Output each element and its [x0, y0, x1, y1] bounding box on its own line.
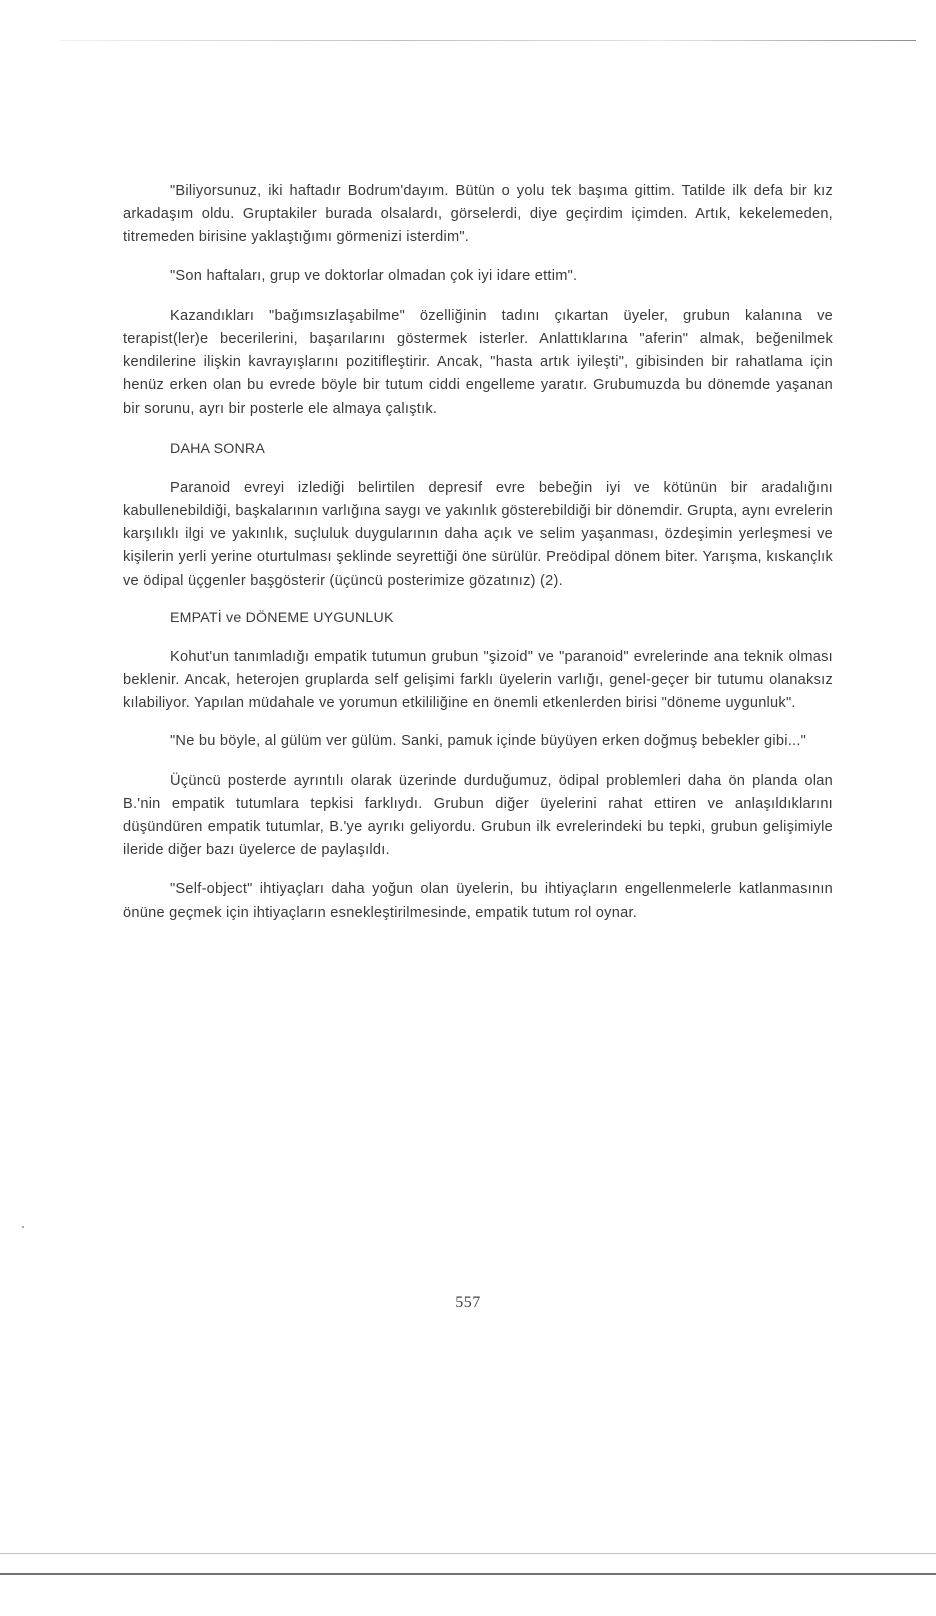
paragraph-self-object: "Self-object" ihtiyaçları daha yoğun olan üyelerin, bu ihtiyaçların engellenmelerle katlanmasının önüne geçmek için ihtiyaçların esnekleştirilmesinde, empatik tutum rol oynar. [123, 881, 833, 921]
paragraph-quote-last-weeks: "Son haftaları, grup ve doktorlar olmadan çok iyi idare ettim". [170, 267, 578, 284]
paragraph-quote-babies: "Ne bu böyle, al gülüm ver gülüm. Sanki, pamuk içinde büyüyen erken doğmuş bebekler gibi..." [170, 733, 807, 750]
scan-edge-top [60, 40, 916, 41]
scan-speck [22, 1226, 24, 1228]
paragraph-kohut: Kohut'un tanımladığı empatik tutumun grubun "şizoid" ve "paranoid" evrelerinde ana teknik olması beklenir. Ancak, heterojen gruplarda self gelişimi farklı üyelerin varlığı, genel-geçer bir tutumu olanaksız kılabiliyor. Yapılan müdahale ve yorumun etkililiğine en önemli etkenlerden birisi "döneme uygunluk". [123, 648, 833, 712]
paragraph-depressive-phase: Paranoid evreyi izlediği belirtilen depresif evre bebeğin iyi ve kötünün bir aradalığını kabullenebildiği, başkalarının varlığına saygı ve yakınlık gösterebildiği bir dönemdir. Grupta, aynı evrelerin karşılıklı ilgi ve yakınlık, suçluluk duygularının daha açık ve selim yaşanması, özdeşimin yerleşmesi ve kişilerin yerli yerine oturtulması şeklinde seyrettiği öne sürülür. Preödipal dönem biter. Yarışma, kıskançlık ve ödipal üçgenler başgösterir (üçüncü posterimize gözatınız) (2). [123, 479, 833, 589]
paragraph-quote-bodrum: "Biliyorsunuz, iki haftadır Bodrum'dayım. Bütün o yolu tek başıma gittim. Tatilde ilk defa bir kız arkadaşım oldu. Gruptakiler burada olsalardı, görselerdi, diye geçirdim içimden. Artık, kekelemeden, titremeden birisine yaklaştığımı görmenizi isterdim". [123, 183, 833, 246]
scan-edge-bottom [0, 1553, 936, 1554]
section-heading-empathy: EMPATİ ve DÖNEME UYGUNLUK [170, 609, 394, 626]
paragraph-independence: Kazandıkları "bağımsızlaşabilme" özelliğinin tadını çıkartan üyeler, grubun kalanına ve terapist(ler)e becerilerini, başarılarını göstermek isterler. Anlattıklarına "aferin" almak, beğenilmek kendilerine ilişkin kavrayışlarını pozitifleştirir. Ancak, "hasta artık iyileşti", gibisinden bir rahatlama için henüz erken olan bu evrede böyle bir tutum ciddi engelleme yaratır. Grubumuzda bu dönemde yaşanan bir sorunu, ayrı bir posterle ele almaya çalıştık. [123, 307, 833, 417]
scan-edge-bottom-dark [0, 1573, 936, 1575]
document-page [123, 180, 833, 925]
page-number: 557 [455, 1294, 481, 1311]
section-heading-later: DAHA SONRA [170, 440, 266, 457]
paragraph-third-poster: Üçüncü posterde ayrıntılı olarak üzerinde durduğumuz, ödipal problemleri daha ön planda olan B.'nin empatik tutumlara tepkisi farklıydı. Grubun diğer üyelerini rahat ettiren ve anlaşıldıklarını düşündüren empatik tutumlar, B.'ye ayrıkı geliyordu. Grubun ilk evrelerindeki bu tepki, grubun gelişimiyle ileride diğer bazı üyelerce de paylaşıldı. [123, 772, 833, 859]
